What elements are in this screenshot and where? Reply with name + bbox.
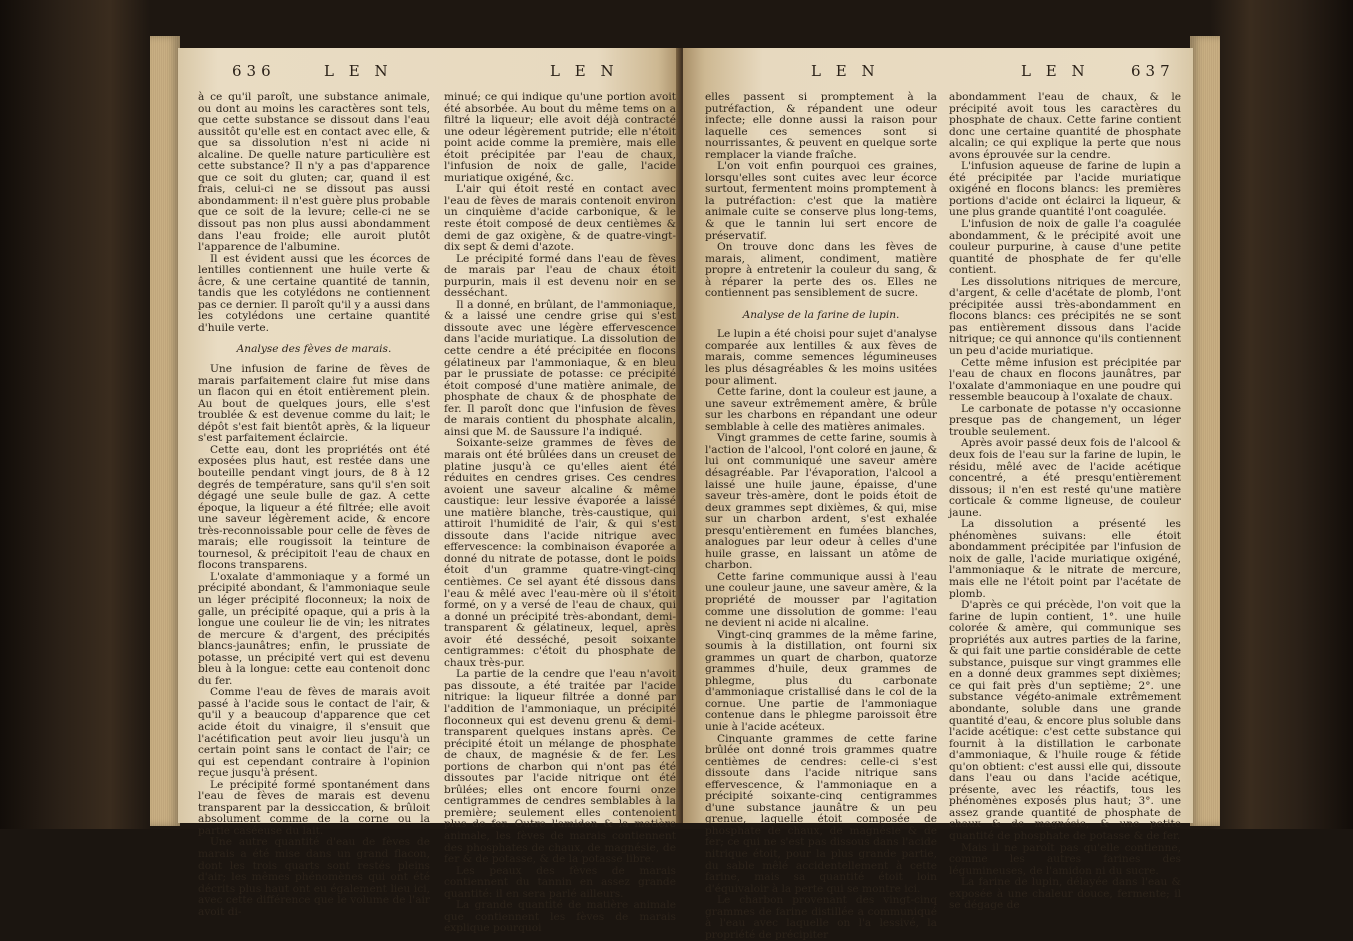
paragraph: Cinquante grammes de cette farine brûlée ont donné trois grammes quatre centièmes de cendres: celle-ci s'est dissoute dans l'acide nitrique sans effervescence, & l'ammoniaque en a précipité soixante-cinq centigrammes d'une substance jaunâtre & un peu grenue, laquelle étoit composée de phosphate de chaux, de magnésie & de fer; ce qui ne s'est pas dissous dans l'acide nitrique étoit, pour la plus grande partie, du sable mêlé accidentellement à cette farine, mais sa quantité étoit loin d'équivaloir à la perte qui se montre ici. xyxy=(705,732,937,895)
right-page-edges xyxy=(1190,36,1220,826)
paragraph: elles passent si promptement à la putréfaction, & répandent une odeur infecte; elle donne aussi la raison pour laquelle ces semences sont si nourrissantes, & peuvent en quelque sorte remplacer la viande fraîche. xyxy=(705,91,937,161)
paragraph: Vingt grammes de cette farine, soumis à l'action de l'alcool, l'ont coloré en jaune, & lui ont communiqué une saveur amère désagréable. Par l'évaporation, l'alcool a laissé une huile jaune, épaisse, d'une saveur très-amère, dont le poids étoit de deux grammes sept dixièmes, & qui, mise sur un charbon ardent, s'est exhalée presqu'entièrement en fumées blanches, analogues par leur odeur à celles d'une huile grasse, en laissant un atôme de charbon. xyxy=(705,432,937,572)
paragraph: Cette eau, dont les propriétés ont été exposées plus haut, est restée dans une bouteille pendant vingt jours, de 8 à 12 degrés de température, sans qu'il s'en soit dégagé une seule bulle de gaz. A cette époque, la liqueur a été filtrée; elle avoit une saveur légèrement acide, & encore très-reconnoissable pour celle de fèves de marais; elle rougissoit la teinture de tournesol, & précipitoit l'eau de chaux en flocons transparens. xyxy=(198,443,430,572)
paragraph: La farine de lupin, délayée dans l'eau & exposée à une chaleur douce, fermente; il se dégage de xyxy=(949,876,1181,912)
paragraph: L'oxalate d'ammoniaque y a formé un précipité abondant, & l'ammoniaque seule un léger précipité floconneux; la noix de galle, un précipité opaque, qui a pris à la longue une couleur lie de vin; les nitrates de mercure & d'argent, des précipités blancs-jaunâtres; enfin, le prussiate de potasse, un précipité vert qui est devenu bleu à la longue: cette eau contenoit donc du fer. xyxy=(198,570,430,687)
paragraph: La dissolution a présenté les phénomènes suivans: elle étoit abondamment précipitée par l'infusion de noix de galle, l'acide muriatique oxigéné, l'ammoniaque & le nitrate de mercure, mais elle ne l'étoit point par l'acétate de plomb. xyxy=(949,518,1181,600)
left-page-column-1 xyxy=(198,92,430,918)
paragraph: abondamment l'eau de chaux, & le précipité avoit tous les caractères du phosphate de chaux. Cette farine contient donc une certaine quantité de phosphate alcalin; ce qui explique la perte que nous avons éprouvée sur la cendre. xyxy=(949,91,1181,161)
paragraph: L'infusion aqueuse de farine de lupin a été précipitée par l'acide muriatique oxigéné en flocons blancs: les premières portions d'acide ont éclairci la liqueur, & une plus grande quantité l'ont coagulée. xyxy=(949,160,1181,219)
right-page-column-2 xyxy=(949,92,1181,912)
paragraph: Le lupin a été choisi pour sujet d'analyse comparée aux lentilles & aux fèves de marais, comme semences légumineuses les plus désagréables & les moins usitées pour aliment. xyxy=(705,328,937,387)
running-head-left: L E N xyxy=(324,62,393,80)
paragraph: L'infusion de noix de galle l'a coagulée abondamment, & le précipité avoit une couleur purpurine, à cause d'une petite quantité de phosphate de fer qu'elle contient. xyxy=(949,218,1181,277)
paragraph: Mais il ne paroît pas qu'elle contienne, comme les autres farines des légumineuses, de l'amidon ni du sucre. xyxy=(949,841,1181,877)
paragraph: Le carbonate de potasse n'y occasionne presque pas de changement, un léger trouble seulement. xyxy=(949,402,1181,438)
left-page-column-2 xyxy=(444,92,676,935)
paragraph: On trouve donc dans les fèves de marais, aliment, condiment, matière propre à entretenir la couleur du sang, & à réparer la perte des os. Elles ne contiennent pas sensiblement de sucre. xyxy=(705,241,937,300)
paragraph: Les peaux des fèves de marais contiennent du tannin en assez grande quantité: il en sera parlé ailleurs. xyxy=(444,864,676,900)
page-number: 637 xyxy=(1131,62,1175,80)
paragraph: L'on voit enfin pourquoi ces graines, lorsqu'elles sont cuites avec leur écorce surtout, fermentent moins promptement à la putréfaction: c'est que la matière animale cuite se conserve plus long-tems, & que le tannin lui sert encore de préservatif. xyxy=(705,160,937,242)
paragraph: D'après ce qui précède, l'on voit que la farine de lupin contient, 1°. une huile colorée & amère, qui communique ses propriétés aux autres parties de la farine, & qui fait une partie considérable de cette substance, puisque sur vingt grammes elle en a donné deux grammes sept dixièmes; ce qui fait près d'un septième; 2°. une substance végéto-animale extrêmement abondante, soluble dans une grande quantité d'eau, & encore plus soluble dans l'acide acétique: c'est cette substance qui fournit à la distillation le carbonate d'ammoniaque, & l'huile rouge & fétide qu'on obtient: c'est aussi elle qui, dissoute dans l'eau ou dans l'acide acétique, présente, avec les réactifs, tous les phénomènes exposés plus haut; 3°. une assez grande quantité de phosphate de chaux & de magnésie, & une petite quantité de phosphate de potasse & de fer. xyxy=(949,599,1181,842)
paragraph: Il est évident aussi que les écorces de lentilles contiennent une huile verte & âcre, & une certaine quantité de tannin, tandis que les cotylédons ne contiennent pas ce dernier. Il paroît qu'il y a aussi dans les cotylédons une certaine quantité d'huile verte. xyxy=(198,252,430,334)
running-head-left: L E N xyxy=(811,62,880,80)
section-title: Analyse de la farine de lupin. xyxy=(742,308,900,321)
paragraph: La partie de la cendre que l'eau n'avoit pas dissoute, a été traitée par l'acide nitrique: la liqueur filtrée a donné par l'addition de l'ammoniaque, un précipité floconneux qui est devenu grenu & demi-transparent quelques instans après. Ce précipité étoit un mélange de phosphate de chaux, de magnésie & de fer. Les portions de charbon qui n'ont pas été dissoutes par l'acide nitrique ont été brûlées; elles ont encore fourni onze centigrammes de cendres semblables à la première; seulement elles contenoient plus de fer. Outre l'amidon & la matière animale, les fèves de marais contiennent des phosphates de chaux, de magnésie, de fer & de potasse, & de la potasse libre. xyxy=(444,668,676,866)
paragraph: Le charbon provenant des vingt-cinq grammes de farine distillée a communiqué à l'eau avec laquelle on l'a lessivé, la propriété de précipiter xyxy=(705,894,937,941)
paragraph: Il a donné, en brûlant, de l'ammoniaque, & a laissé une cendre grise qui s'est dissoute avec une légère effervescence dans l'acide muriatique. La dissolution de cette cendre a été précipitée en flocons gélatineux par l'ammoniaque, & en bleu par le prussiate de potasse: ce précipité étoit composé d'une matière animale, de phosphate de chaux & de phosphate de fer. Il paroît donc que l'infusion de fèves de marais contient du phosphate alcalin, ainsi que M. de Saussure l'a indiqué. xyxy=(444,298,676,438)
page-number: 636 xyxy=(232,62,276,80)
right-page xyxy=(683,48,1193,941)
paragraph: Le précipité formé spontanément dans l'eau de fèves de marais est devenu transparent par la dessiccation, & brûloit absolument comme de la corne ou la partie caséeuse du lait. xyxy=(198,778,430,837)
paragraph: Les dissolutions nitriques de mercure, d'argent, & celle d'acétate de plomb, l'ont précipitée aussi très-abondamment en flocons blancs: ces précipités ne se sont pas entièrement dissous dans l'acide nitrique; ce qui annonce qu'ils contiennent un peu d'acide muriatique. xyxy=(949,275,1181,358)
paragraph: Cette farine communique aussi à l'eau une couleur jaune, une saveur amère, & la propriété de mousser par l'agitation comme une dissolution de gomme: l'eau ne devient ni acide ni alcaline. xyxy=(705,570,937,630)
paragraph: Une autre quantité d'eau de fèves de marais a été mise dans un grand flacon, dont les trois quarts sont restés pleins d'air; les mêmes phénomènes qui ont été décrits plus haut ont eu également lieu ici, avec cette différence que le volume de l'air avoit di- xyxy=(198,836,430,918)
paragraph: Cette farine, dont la couleur est jaune, a une saveur extrêmement amère, & brûle sur les charbons en répandant une odeur semblable à celle des matières animales. xyxy=(705,386,937,433)
running-head-right: L E N xyxy=(1021,62,1090,80)
running-head-right: L E N xyxy=(550,62,619,80)
paragraph: minué; ce qui indique qu'une portion avoit été absorbée. Au bout du même tems on a filtré la liqueur; elle avoit déjà contracté une odeur légèrement putride; elle n'étoit point acide comme la première, mais elle étoit précipitée par l'eau de chaux, l'infusion de noix de galle, l'acide muriatique oxigéné, &c. xyxy=(444,91,676,184)
section-title: Analyse des fèves de marais. xyxy=(236,343,392,356)
left-page-edges xyxy=(150,36,180,826)
paragraph: Une infusion de farine de fèves de marais parfaitement claire fut mise dans un flacon qui en étoit entièrement plein. Au bout de quelques jours, elle s'est troublée & est devenue comme du lait; le dépôt s'est fait bientôt après, & la liqueur s'est parfaitement éclaircie. xyxy=(198,363,430,445)
paragraph: à ce qu'il paroît, une substance animale, ou dont au moins les caractères sont tels, que cette substance se dissout dans l'eau aussitôt qu'elle est en contact avec elle, & que sa dissolution n'est ni acide ni alcaline. De quelle nature particulière est cette substance? Il n'y a pas d'apparence que ce soit du gluten; car, quand il est frais, celui-ci ne se dissout pas aussi abondamment: il n'est guère plus probable que ce soit de la levure; celle-ci ne se dissout pas non plus aussi abondamment dans l'eau froide; elle auroit plutôt l'apparence de l'albumine. xyxy=(198,91,430,254)
left-page xyxy=(178,48,680,935)
right-page-column-1 xyxy=(705,92,937,941)
paragraph: L'air qui étoit resté en contact avec l'eau de fèves de marais contenoit environ un cinquième d'acide carbonique, & le reste étoit composé de deux centièmes & demi de gaz oxigène, & de quatre-vingt-dix sept & demi d'azote. xyxy=(444,183,676,254)
paragraph: Cette même infusion est précipitée par l'eau de chaux en flocons jaunâtres, par l'oxalate d'ammoniaque en une poudre qui ressemble beaucoup à l'oxalate de chaux. xyxy=(949,356,1181,404)
paragraph: La grande quantité de matière animale que contiennent les fèves de marais explique pourquoi xyxy=(444,899,676,935)
paragraph: Soixante-seize grammes de fèves de marais ont été brûlées dans un creuset de platine jusqu'à ce qu'elles aient été réduites en cendres grises. Ces cendres avoient une saveur alcaline & même caustique: leur lessive évaporée a laissé une matière blanche, très-caustique, qui attiroit l'humidité de l'air, & qui s'est dissoute dans l'acide nitrique avec effervescence: la combinaison évaporée a donné du nitrate de potasse, dont le poids étoit d'un gramme quatre-vingt-cinq centièmes. Ce sel ayant été dissous dans l'eau & mêlé avec l'eau-mère où il s'étoit formé, on y a versé de l'eau de chaux, qui a donné un précipité très-abondant, demi-transparent & gélatineux, lequel, après avoir été desséché, pesoit soixante centigrammes: c'étoit du phosphate de chaux très-pur. xyxy=(444,437,676,669)
paragraph: Après avoir passé deux fois de l'alcool & deux fois de l'eau sur la farine de lupin, le résidu, mêlé avec de l'acide acétique concentré, a été presqu'entièrement dissous; il n'en est resté qu'une matière corticale & comme ligneuse, de couleur jaune. xyxy=(949,437,1181,519)
paragraph: Comme l'eau de fèves de marais avoit passé à l'acide sous le contact de l'air, & qu'il y a beaucoup d'apparence que cet acide étoit du vinaigre, il s'ensuit que l'acétification peut avoir lieu jusqu'à un certain point sans le contact de l'air; ce qui est cependant contraire à l'opinion reçue jusqu'à présent. xyxy=(198,686,430,780)
paragraph: Vingt-cinq grammes de la même farine, soumis à la distillation, ont fourni six grammes un quart de charbon, quatorze grammes d'huile, deux grammes de phlegme, plus du carbonate d'ammoniaque cristallisé dans le col de la cornue. Une partie de l'ammoniaque contenue dans le phlegme paroissoit être unie à l'acide acéteux. xyxy=(705,628,937,733)
paragraph: Le précipité formé dans l'eau de fèves de marais par l'eau de chaux étoit purpurin, mais il est devenu noir en se desséchant. xyxy=(444,252,676,300)
